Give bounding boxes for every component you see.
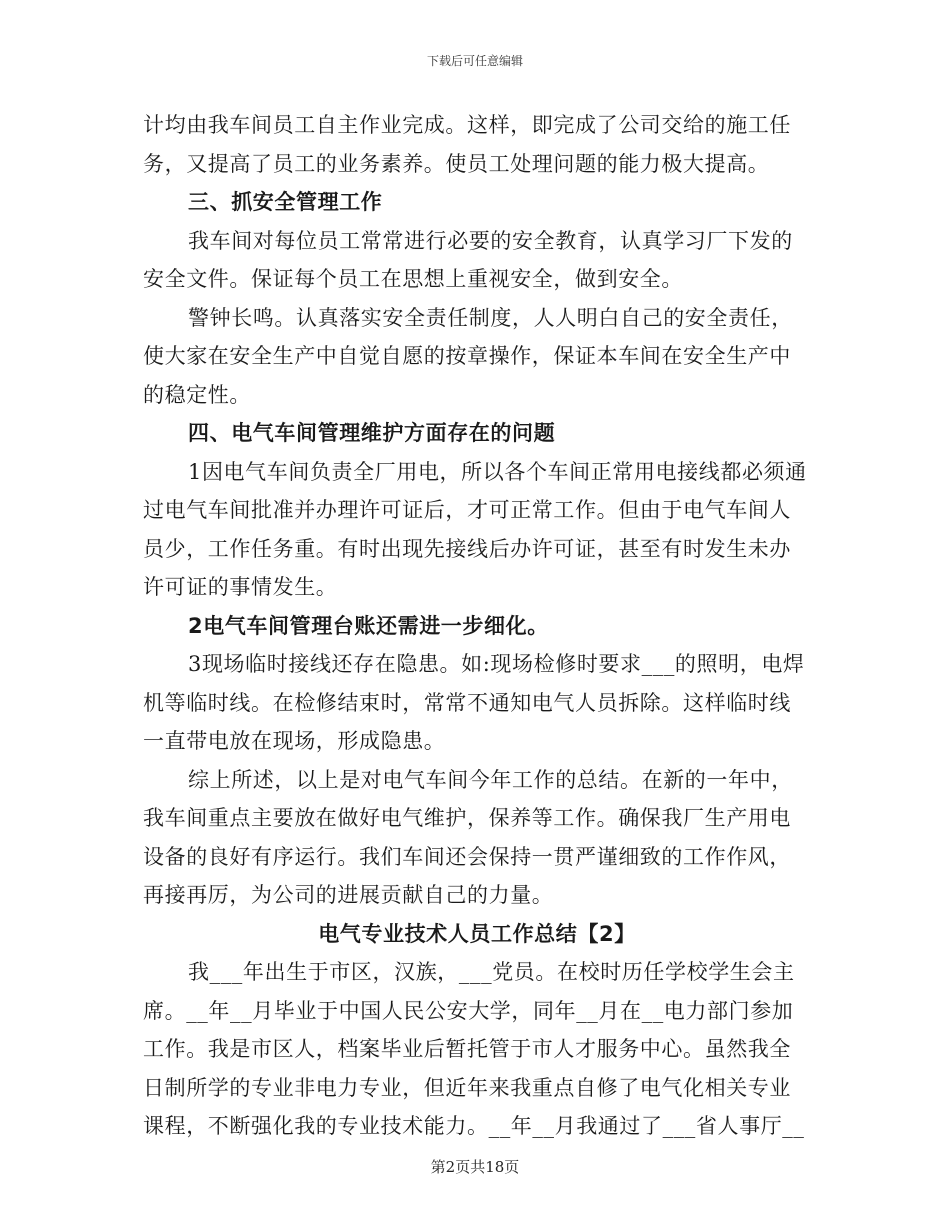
body-text-line: 安全文件。保证每个员工在思想上重视安全，做到安全。 <box>143 267 683 291</box>
body-text-line: 1因电气车间负责全厂用电，所以各个车间正常用电接线都必须通 <box>188 459 807 484</box>
body-text-line: 警钟长鸣。认真落实安全责任制度，人人明白自己的安全责任， <box>188 305 793 330</box>
section-heading: 四、电气车间管理维护方面存在的问题 <box>188 421 556 445</box>
body-text-line: 席。__年__月毕业于中国人民公安大学，同年__月在__电力部门参加 <box>143 998 794 1023</box>
body-text-line: 3现场临时接线还存在隐患。如:现场检修时要求___的照明，电焊 <box>188 652 805 676</box>
page-footer: 第2页共18页 <box>430 1158 520 1176</box>
body-text-line: 工作。我是市区人，档案毕业后暂托管于市人才服务中心。虽然我全 <box>143 1037 791 1061</box>
body-text-line: 我___年出生于市区，汉族，___党员。在校时历任学校学生会主 <box>188 960 795 984</box>
body-text-line: 一直带电放在现场，形成隐患。 <box>143 729 446 753</box>
section-title: 电气专业技术人员工作总结【2】 <box>318 921 636 946</box>
section-heading: 三、抓安全管理工作 <box>188 190 383 214</box>
body-text-line: 机等临时线。在检修结束时，常常不通知电气人员拆除。这样临时线 <box>143 690 791 715</box>
page-header: 下载后可任意编辑 <box>426 54 523 68</box>
body-text-line: 员少，工作任务重。有时出现先接线后办许可证，甚至有时发生未办 <box>143 536 791 561</box>
section-heading: 2电气车间管理台账还需进一步细化。 <box>188 613 549 638</box>
body-text-line: 设备的良好有序运行。我们车间还会保持一贯严谨细致的工作作风， <box>143 844 791 869</box>
body-text-line: 我车间对每位员工常常进行必要的安全教育，认真学习厂下发的 <box>188 228 793 253</box>
body-text-line: 许可证的事情发生。 <box>143 575 338 599</box>
body-text-line: 的稳定性。 <box>143 382 251 407</box>
body-text-line: 使大家在安全生产中自觉自愿的按章操作，保证本车间在安全生产中 <box>143 344 791 368</box>
body-text-line: 务，又提高了员工的业务素养。使员工处理问题的能力极大提高。 <box>143 151 770 176</box>
body-text-line: 再接再厉，为公司的进展贡献自己的力量。 <box>143 883 554 907</box>
body-text-line: 日制所学的专业非电力专业，但近年来我重点自修了电气化相关专业 <box>143 1075 791 1100</box>
body-text-line: 课程，不断强化我的专业技术能力。__年__月我通过了___省人事厅__ <box>143 1114 805 1138</box>
body-text-line: 计均由我车间员工自主作业完成。这样，即完成了公司交给的施工任 <box>143 113 791 137</box>
body-text-line: 过电气车间批准并办理许可证后，才可正常工作。但由于电气车间人 <box>143 498 791 522</box>
document-body <box>143 106 811 1146</box>
body-text-line: 综上所述，以上是对电气车间今年工作的总结。在新的一年中， <box>188 767 793 792</box>
body-text-line: 我车间重点主要放在做好电气维护，保养等工作。确保我厂生产用电 <box>143 806 791 830</box>
